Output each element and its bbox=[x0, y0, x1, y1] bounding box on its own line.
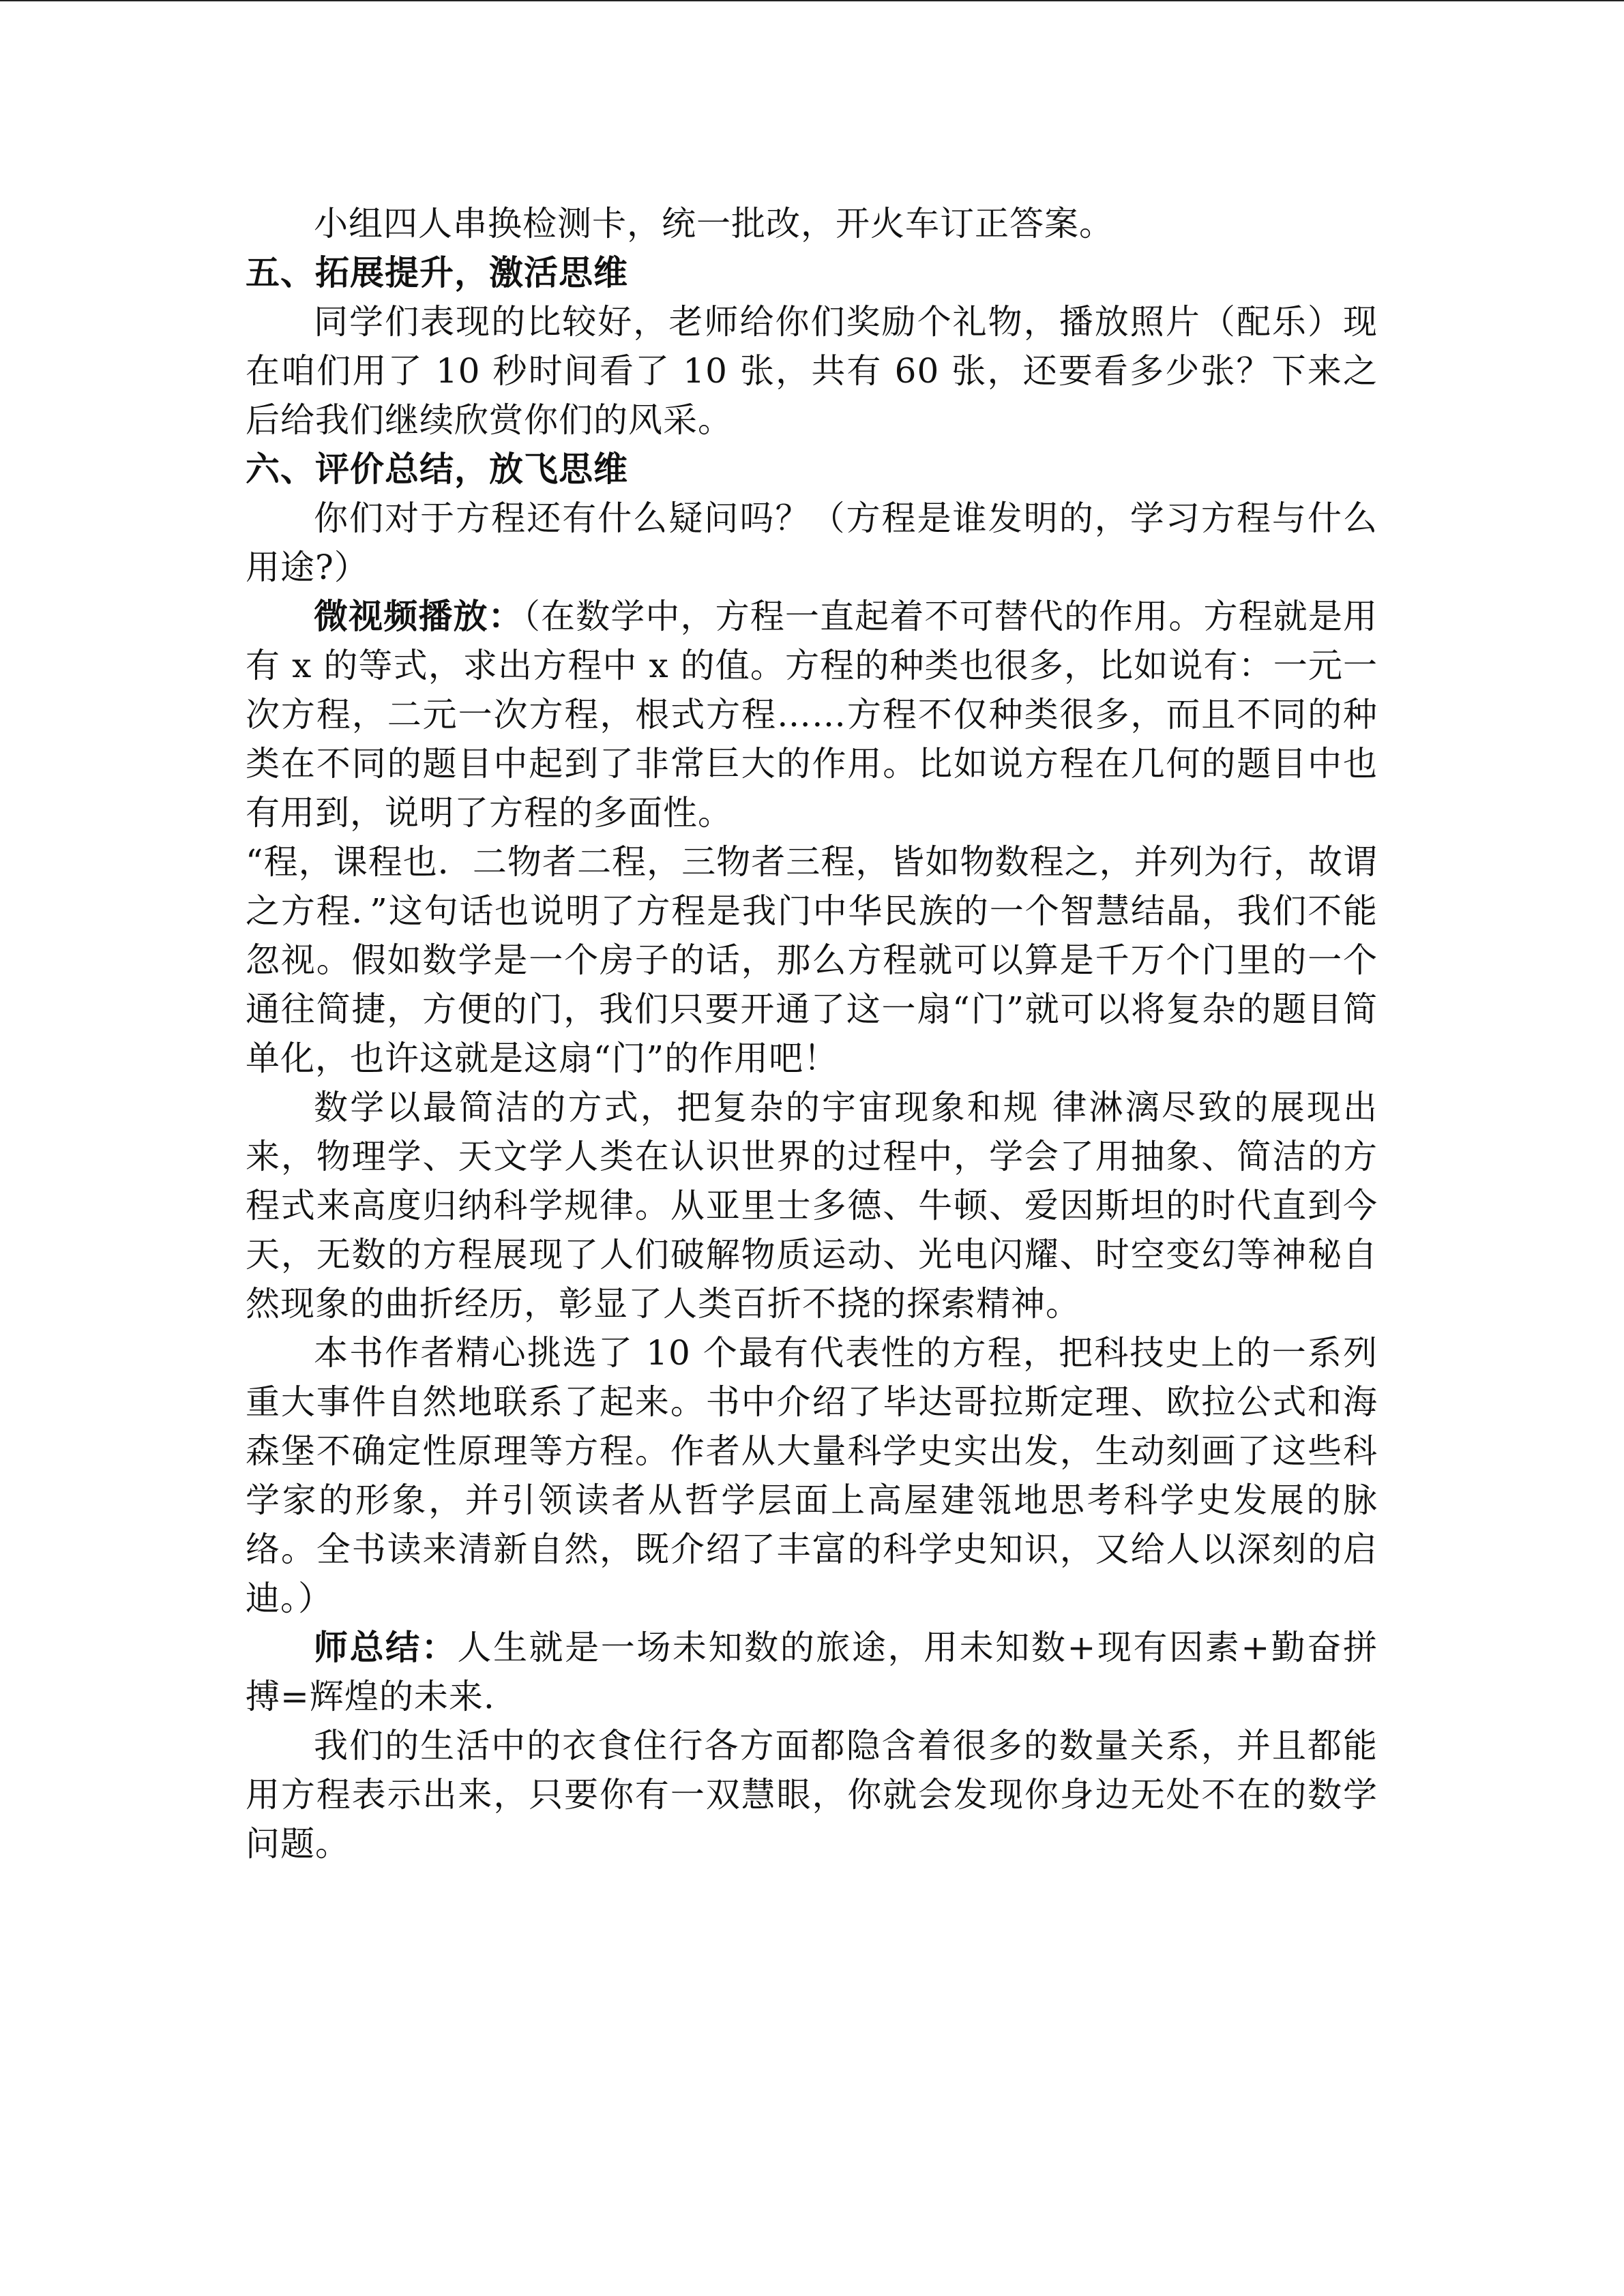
paragraph-daily-life: 我们的生活中的衣食住行各方面都隐含着很多的数量关系，并且都能用方程表示出来，只要你有一双慧眼，你就会发现你身边无处不在的数学问题。 bbox=[246, 1726, 1378, 1864]
micro-video-text: （在数学中，方程一直起着不可替代的作用。方程就是用有 x 的等式，求出方程中 x 的值。方程的种类也很多，比如说有：一元一次方程，二元一次方程，根式方程……方程不仅种类很多，而且不同的种类在不同的题目中起到了非常巨大的作用。比如说方程在几何的题目中也有用到，说明了方程的多面性。 bbox=[246, 597, 1378, 833]
teacher-summary-text: 人生就是一场未知数的旅途，用未知数+现有因素+勤奋拼搏=辉煌的未来. bbox=[246, 1628, 1378, 1716]
paragraph-photo-reward: 同学们表现的比较好，老师给你们奖励个礼物，播放照片（配乐）现在咱们用了 10 秒时间看了 10 张，共有 60 张，还要看多少张？下来之后给我们继续欣赏你们的风采。 bbox=[246, 302, 1378, 440]
paragraph-micro-video bbox=[246, 592, 1378, 837]
paragraph-teacher-summary bbox=[246, 1623, 1378, 1721]
micro-video-label: 微视频播放： bbox=[314, 597, 523, 636]
section-heading-six: 六、评价总结，放飞思维 bbox=[246, 449, 628, 489]
document-body bbox=[246, 199, 1378, 1868]
paragraph-math-universe: 数学以最简洁的方式，把复杂的宇宙现象和规 律淋漓尽致的展现出来，物理学、天文学人类在认识世界的过程中，学会了用抽象、简洁的方程式来高度归纳科学规律。从亚里士多德、牛顿、爱因斯坦的时代直到今天，无数的方程展现了人们破解物质运动、光电闪耀、时空变幻等神秘自然现象的曲折经历，彰显了人类百折不挠的探索精神。 bbox=[246, 1088, 1378, 1324]
paragraph-book-intro: 本书作者精心挑选了 10 个最有代表性的方程，把科技史上的一系列重大事件自然地联系了起来。书中介绍了毕达哥拉斯定理、欧拉公式和海森堡不确定性原理等方程。作者从大量科学史实出发，生动刻画了这些科学家的形象，并引领读者从哲学层面上高屋建瓴地思考科学史发展的脉络。全书读来清新自然，既介绍了丰富的科学史知识，又给人以深刻的启迪。） bbox=[246, 1333, 1378, 1618]
teacher-summary-label: 师总结： bbox=[314, 1628, 458, 1667]
section-heading-five: 五、拓展提升，激活思维 bbox=[246, 253, 628, 293]
paragraph-fangcheng-quote: “程，课程也．二物者二程，三物者三程，皆如物数程之，并列为行，故谓之方程．”这句话也说明了方程是我门中华民族的一个智慧结晶，我们不能忽视。假如数学是一个房子的话，那么方程就可以算是千万个门里的一个通往简捷，方便的门，我们只要开通了这一扇“门”就可以将复杂的题目简单化，也许这就是这扇“门”的作用吧！ bbox=[246, 842, 1378, 1078]
paragraph-check-cards: 小组四人串换检测卡，统一批改，开火车订正答案。 bbox=[314, 204, 1114, 243]
paragraph-questions: 你们对于方程还有什么疑问吗？（方程是谁发明的，学习方程与什么用途?） bbox=[246, 498, 1378, 587]
